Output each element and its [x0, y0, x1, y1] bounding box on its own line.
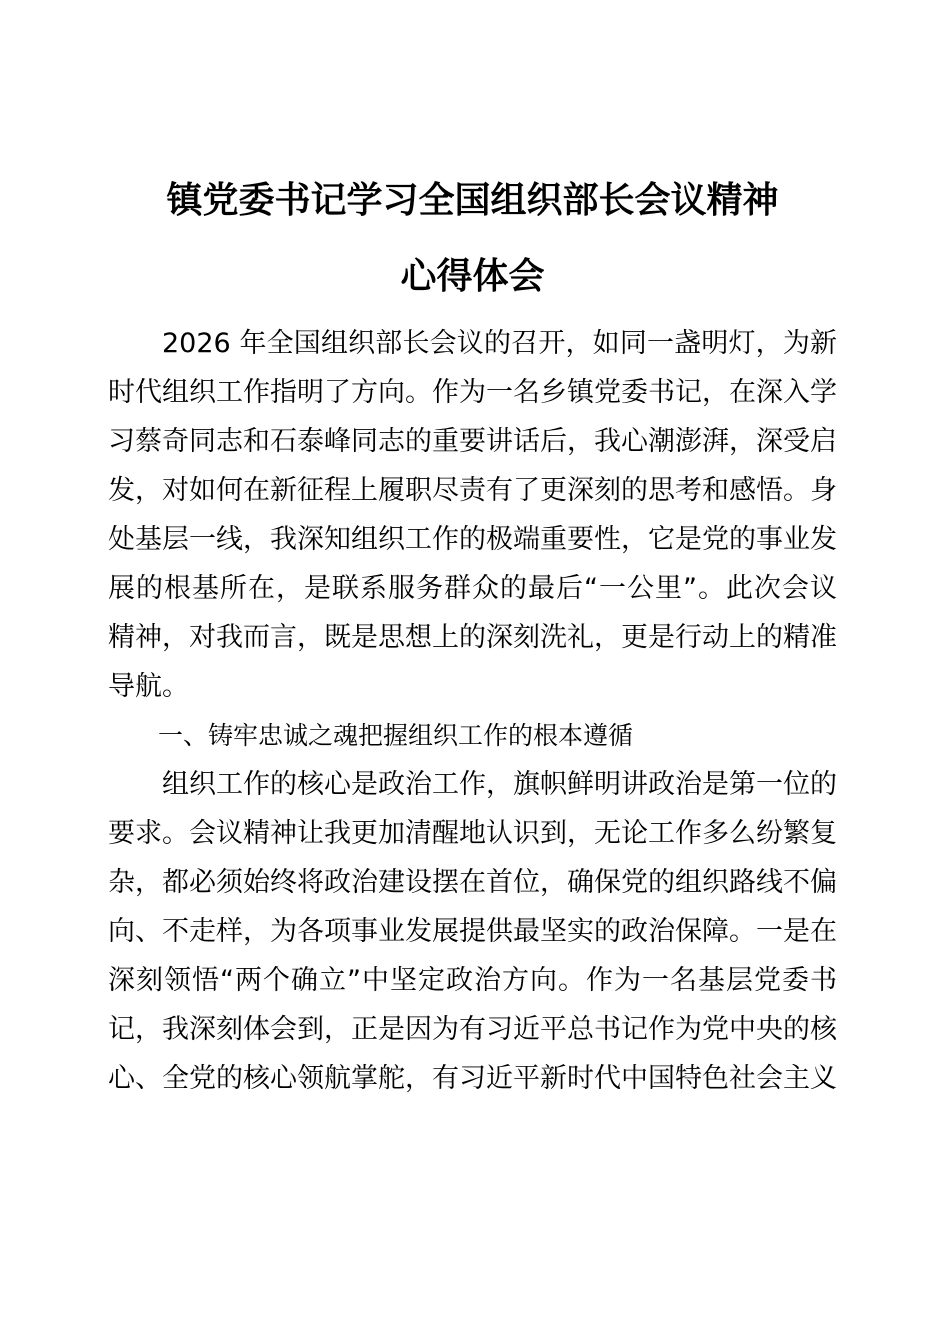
title-body-gap [108, 306, 837, 319]
title-line-gap [108, 230, 837, 248]
section-heading-1: 一、铸牢忠诚之魂把握组织工作的根本遵循 [158, 721, 634, 750]
document-title [108, 172, 837, 306]
document-title-line-1: 镇党委书记学习全国组织部长会议精神 [166, 180, 779, 221]
body-paragraph-1: 2026 年全国组织部长会议的召开，如同一盏明灯，为新时代组织工作指明了方向。作为一名乡镇党委书记，在深入学习蔡奇同志和石泰峰同志的重要讲话后，我心潮澎湃，深受启发，对如何在新征程上履职尽责有了更深刻的思考和感悟。身处基层一线，我深知组织工作的极端重要性，它是党的事业发展的根基所在，是联系服务群众的最后“一公里”。此次会议精神，对我而言，既是思想上的深刻洗礼，更是行动上的精准导航。 [108, 328, 837, 702]
title-top-spacer [108, 0, 837, 172]
document-title-line-2: 心得体会 [400, 256, 545, 297]
body-paragraph-2: 组织工作的核心是政治工作，旗帜鲜明讲政治是第一位的要求。会议精神让我更加清醒地认识到，无论工作多么纷繁复杂，都必须始终将政治建设摆在首位，确保党的组织路线不偏向、不走样，为各项事业发展提供最坚实的政治保障。一是在深刻领悟“两个确立”中坚定政治方向。作为一名基层党委书记，我深刻体会到，正是因为有习近平总书记作为党中央的核心、全党的核心领航掌舵，有习近平新时代中国特色社会主义 [108, 769, 837, 1094]
document-content-column [108, 0, 837, 1103]
